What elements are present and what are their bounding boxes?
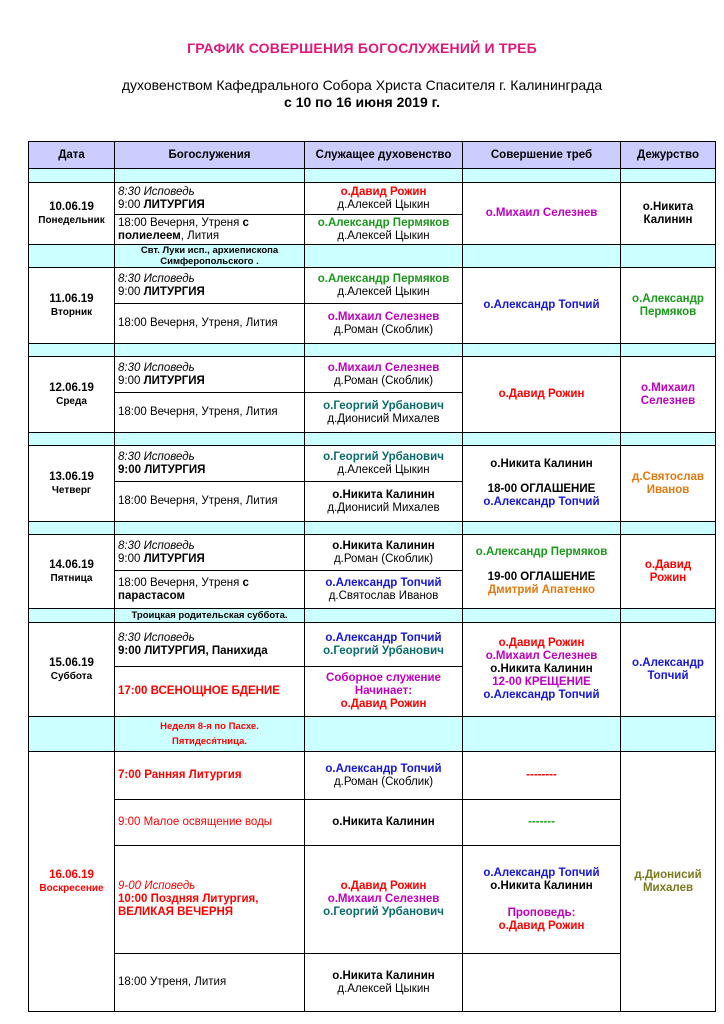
page-title: ГРАФИК СОВЕРШЕНИЯ БОГОСЛУЖЕНИЙ И ТРЕБ [187,40,537,56]
service-cell: 8:30 Исповедь 9:00 ЛИТУРГИЯ [115,446,305,482]
rites-cell: о.Александр Топчий [463,268,621,344]
rites-cell: о.Александр Пермяков 19-00 ОГЛАШЕНИЕ Дмитрий Апатенко [463,535,621,609]
rites-cell: о.Давид Рожин о.Михаил Селезнев о.Никита Калинин 12-00 КРЕЩЕНИЕ о.Александр Топчий [463,623,621,717]
clergy-cell: о.Давид Рожин о.Михаил Селезнев о.Георгий Урбанович [305,846,463,954]
clergy-cell: о.Никита Калинин д.Роман (Скоблик) [305,535,463,571]
rites-cell: о.Александр Топчий о.Никита Калинин Проповедь: о.Давид Рожин [463,846,621,954]
date-cell: 12.06.19 Среда [29,357,115,433]
clergy-cell: о.Александр Топчий о.Георгий Урбанович [305,623,463,667]
feast-note: Неделя 8-я по Пасхе. Пятидеся́тница. [115,717,305,752]
rites-cell: -------- [463,752,621,800]
service-cell: 9-00 Исповедь 10:00 Поздняя Литургия, ВЕЛИКАЯ ВЕЧЕРНЯ [115,846,305,954]
clergy-cell: о.Никита Калинин д.Алексей Цыкин [305,954,463,1012]
service-cell: 8:30 Исповедь 9:00 ЛИТУРГИЯ [115,268,305,304]
spacer-row [29,169,716,183]
table-row [29,846,716,954]
table-row [29,268,716,304]
duty-cell: о.Александр Пермяков [621,268,716,344]
table-header-row [29,142,716,169]
rites-cell: о.Михаил Селезнев [463,183,621,245]
page-subtitle: духовенством Кафедрального Собора Христа Спасителя г. Калининграда [121,77,603,93]
service-cell: 18:00 Вечерня, Утреня с полиелеем, Лития [115,215,305,245]
column-header-clergy: Служащее духовенство [305,142,463,169]
spacer-row [29,522,716,535]
rites-cell: о.Давид Рожин [463,357,621,433]
column-header-rites: Совершение треб [463,142,621,169]
duty-cell: о.Давид Рожин [621,535,716,609]
column-header-duty: Дежурство [621,142,716,169]
service-cell: 7:00 Ранняя Литургия [115,752,305,800]
service-cell: 18:00 Вечерня, Утреня, Лития [115,393,305,433]
clergy-cell: о.Александр Пермяков д.Алексей Цыкин [305,215,463,245]
service-cell: 17:00 ВСЕНОЩНОЕ БДЕНИЕ [115,667,305,717]
service-cell: 18:00 Утреня, Лития [115,954,305,1012]
clergy-cell: о.Михаил Селезнев д.Роман (Скоблик) [305,357,463,393]
clergy-cell: о.Александр Топчий д.Святослав Иванов [305,571,463,609]
clergy-cell: о.Давид Рожин д.Алексей Цыкин [305,183,463,215]
clergy-cell: Соборное служение Начинает: о.Давид Рожин [305,667,463,717]
table-row [29,446,716,482]
date-cell: 14.06.19 Пятница [29,535,115,609]
duty-cell: о.Михаил Селезнев [621,357,716,433]
clergy-cell: о.Никита Калинин [305,800,463,846]
feast-note: Троицкая родительская суббота. [115,609,305,623]
duty-cell: д.Святослав Иванов [621,446,716,522]
duty-cell: д.Дионисий Михалев [621,752,716,1012]
schedule-table [28,141,716,1012]
column-header-date: Дата [29,142,115,169]
rites-cell [463,954,621,1012]
service-cell: 8:30 Исповедь 9:00 ЛИТУРГИЯ [115,183,305,215]
service-cell: 18:00 Вечерня, Утреня, Лития [115,304,305,344]
column-header-services: Богослужения [115,142,305,169]
spacer-row [29,344,716,357]
feast-note: Свт. Луки исп., архиепископа Симферопольского . [115,245,305,268]
page-period: с 10 по 16 июня 2019 г. [284,94,440,110]
clergy-cell: о.Георгий Урбанович д.Дионисий Михалев [305,393,463,433]
clergy-cell: о.Никита Калинин д.Дионисий Михалев [305,482,463,522]
rites-cell: о.Никита Калинин 18-00 ОГЛАШЕНИЕ о.Александр Топчий [463,446,621,522]
date-cell: 16.06.19 Воскресение [29,752,115,1012]
clergy-cell: о.Александр Топчий д.Роман (Скоблик) [305,752,463,800]
date-cell: 11.06.19 Вторник [29,268,115,344]
table-row [29,357,716,393]
duty-cell: о.Никита Калинин [621,183,716,245]
service-cell: 8:30 Исповедь 9:00 ЛИТУРГИЯ [115,535,305,571]
duty-cell: о.Александр Топчий [621,623,716,717]
rites-cell: ------- [463,800,621,846]
clergy-cell: о.Георгий Урбанович д.Алексей Цыкин [305,446,463,482]
note-row [29,609,716,623]
date-cell: 13.06.19 Четверг [29,446,115,522]
clergy-cell: о.Михаил Селезнев д.Роман (Скоблик) [305,304,463,344]
table-row [29,800,716,846]
table-row [29,183,716,215]
service-cell: 18:00 Вечерня, Утреня, Лития [115,482,305,522]
table-row [29,623,716,667]
service-cell: 8:30 Исповедь 9:00 ЛИТУРГИЯ [115,357,305,393]
date-cell: 15.06.19 Суббота [29,623,115,717]
spacer-row [29,433,716,446]
service-cell: 18:00 Вечерня, Утреня с парастасом [115,571,305,609]
service-cell: 8:30 Исповедь 9:00 ЛИТУРГИЯ, Панихида [115,623,305,667]
note-row [29,245,716,268]
table-row [29,752,716,800]
table-row [29,535,716,571]
note-row [29,717,716,752]
clergy-cell: о.Александр Пермяков д.Алексей Цыкин [305,268,463,304]
service-cell: 9:00 Малое освящение воды [115,800,305,846]
table-row [29,954,716,1012]
date-cell: 10.06.19 Понедельник [29,183,115,245]
